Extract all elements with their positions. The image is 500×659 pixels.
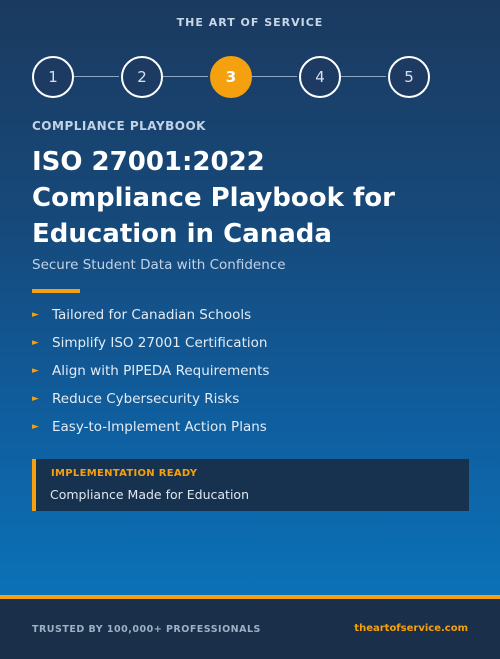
category-label: COMPLIANCE PLAYBOOK [32,119,206,133]
accent-divider [32,289,80,293]
step-indicator [32,56,430,98]
feature-item [32,333,269,361]
arrow-right-icon: ► [32,310,39,320]
feature-text: Align with PIPEDA Requirements [52,363,270,379]
arrow-right-icon: ► [32,338,39,348]
feature-item [32,389,269,417]
feature-text: Tailored for Canadian Schools [52,307,252,323]
feature-text: Easy-to-Implement Action Plans [52,419,267,435]
title-line-3: Education in Canada [32,219,332,249]
feature-text: Simplify ISO 27001 Certification [52,335,268,351]
step-3-active: 3 [210,56,252,98]
callout-text: Compliance Made for Education [50,487,249,502]
step-connector [341,76,386,77]
title-line-2: Compliance Playbook for [32,183,395,213]
book-subtitle: Secure Student Data with Confidence [32,257,286,273]
cover-footer [0,595,500,659]
implementation-callout [32,459,469,511]
step-4: 4 [299,56,341,98]
step-5: 5 [388,56,430,98]
step-1: 1 [32,56,74,98]
step-2: 2 [121,56,163,98]
trust-statement: TRUSTED BY 100,000+ PROFESSIONALS [32,624,261,635]
publisher-name: THE ART OF SERVICE [176,16,324,29]
arrow-right-icon: ► [32,366,39,376]
feature-item [32,305,269,333]
step-connector [163,76,208,77]
website-url: theartofservice.com [354,623,468,634]
callout-label: IMPLEMENTATION READY [51,468,198,479]
feature-item [32,417,269,445]
book-title [32,144,472,252]
step-connector [74,76,119,77]
arrow-right-icon: ► [32,394,39,404]
title-line-1: ISO 27001:2022 [32,147,265,177]
step-connector [252,76,297,77]
arrow-right-icon: ► [32,422,39,432]
feature-item [32,361,269,389]
feature-list [32,305,269,445]
feature-text: Reduce Cybersecurity Risks [52,391,240,407]
